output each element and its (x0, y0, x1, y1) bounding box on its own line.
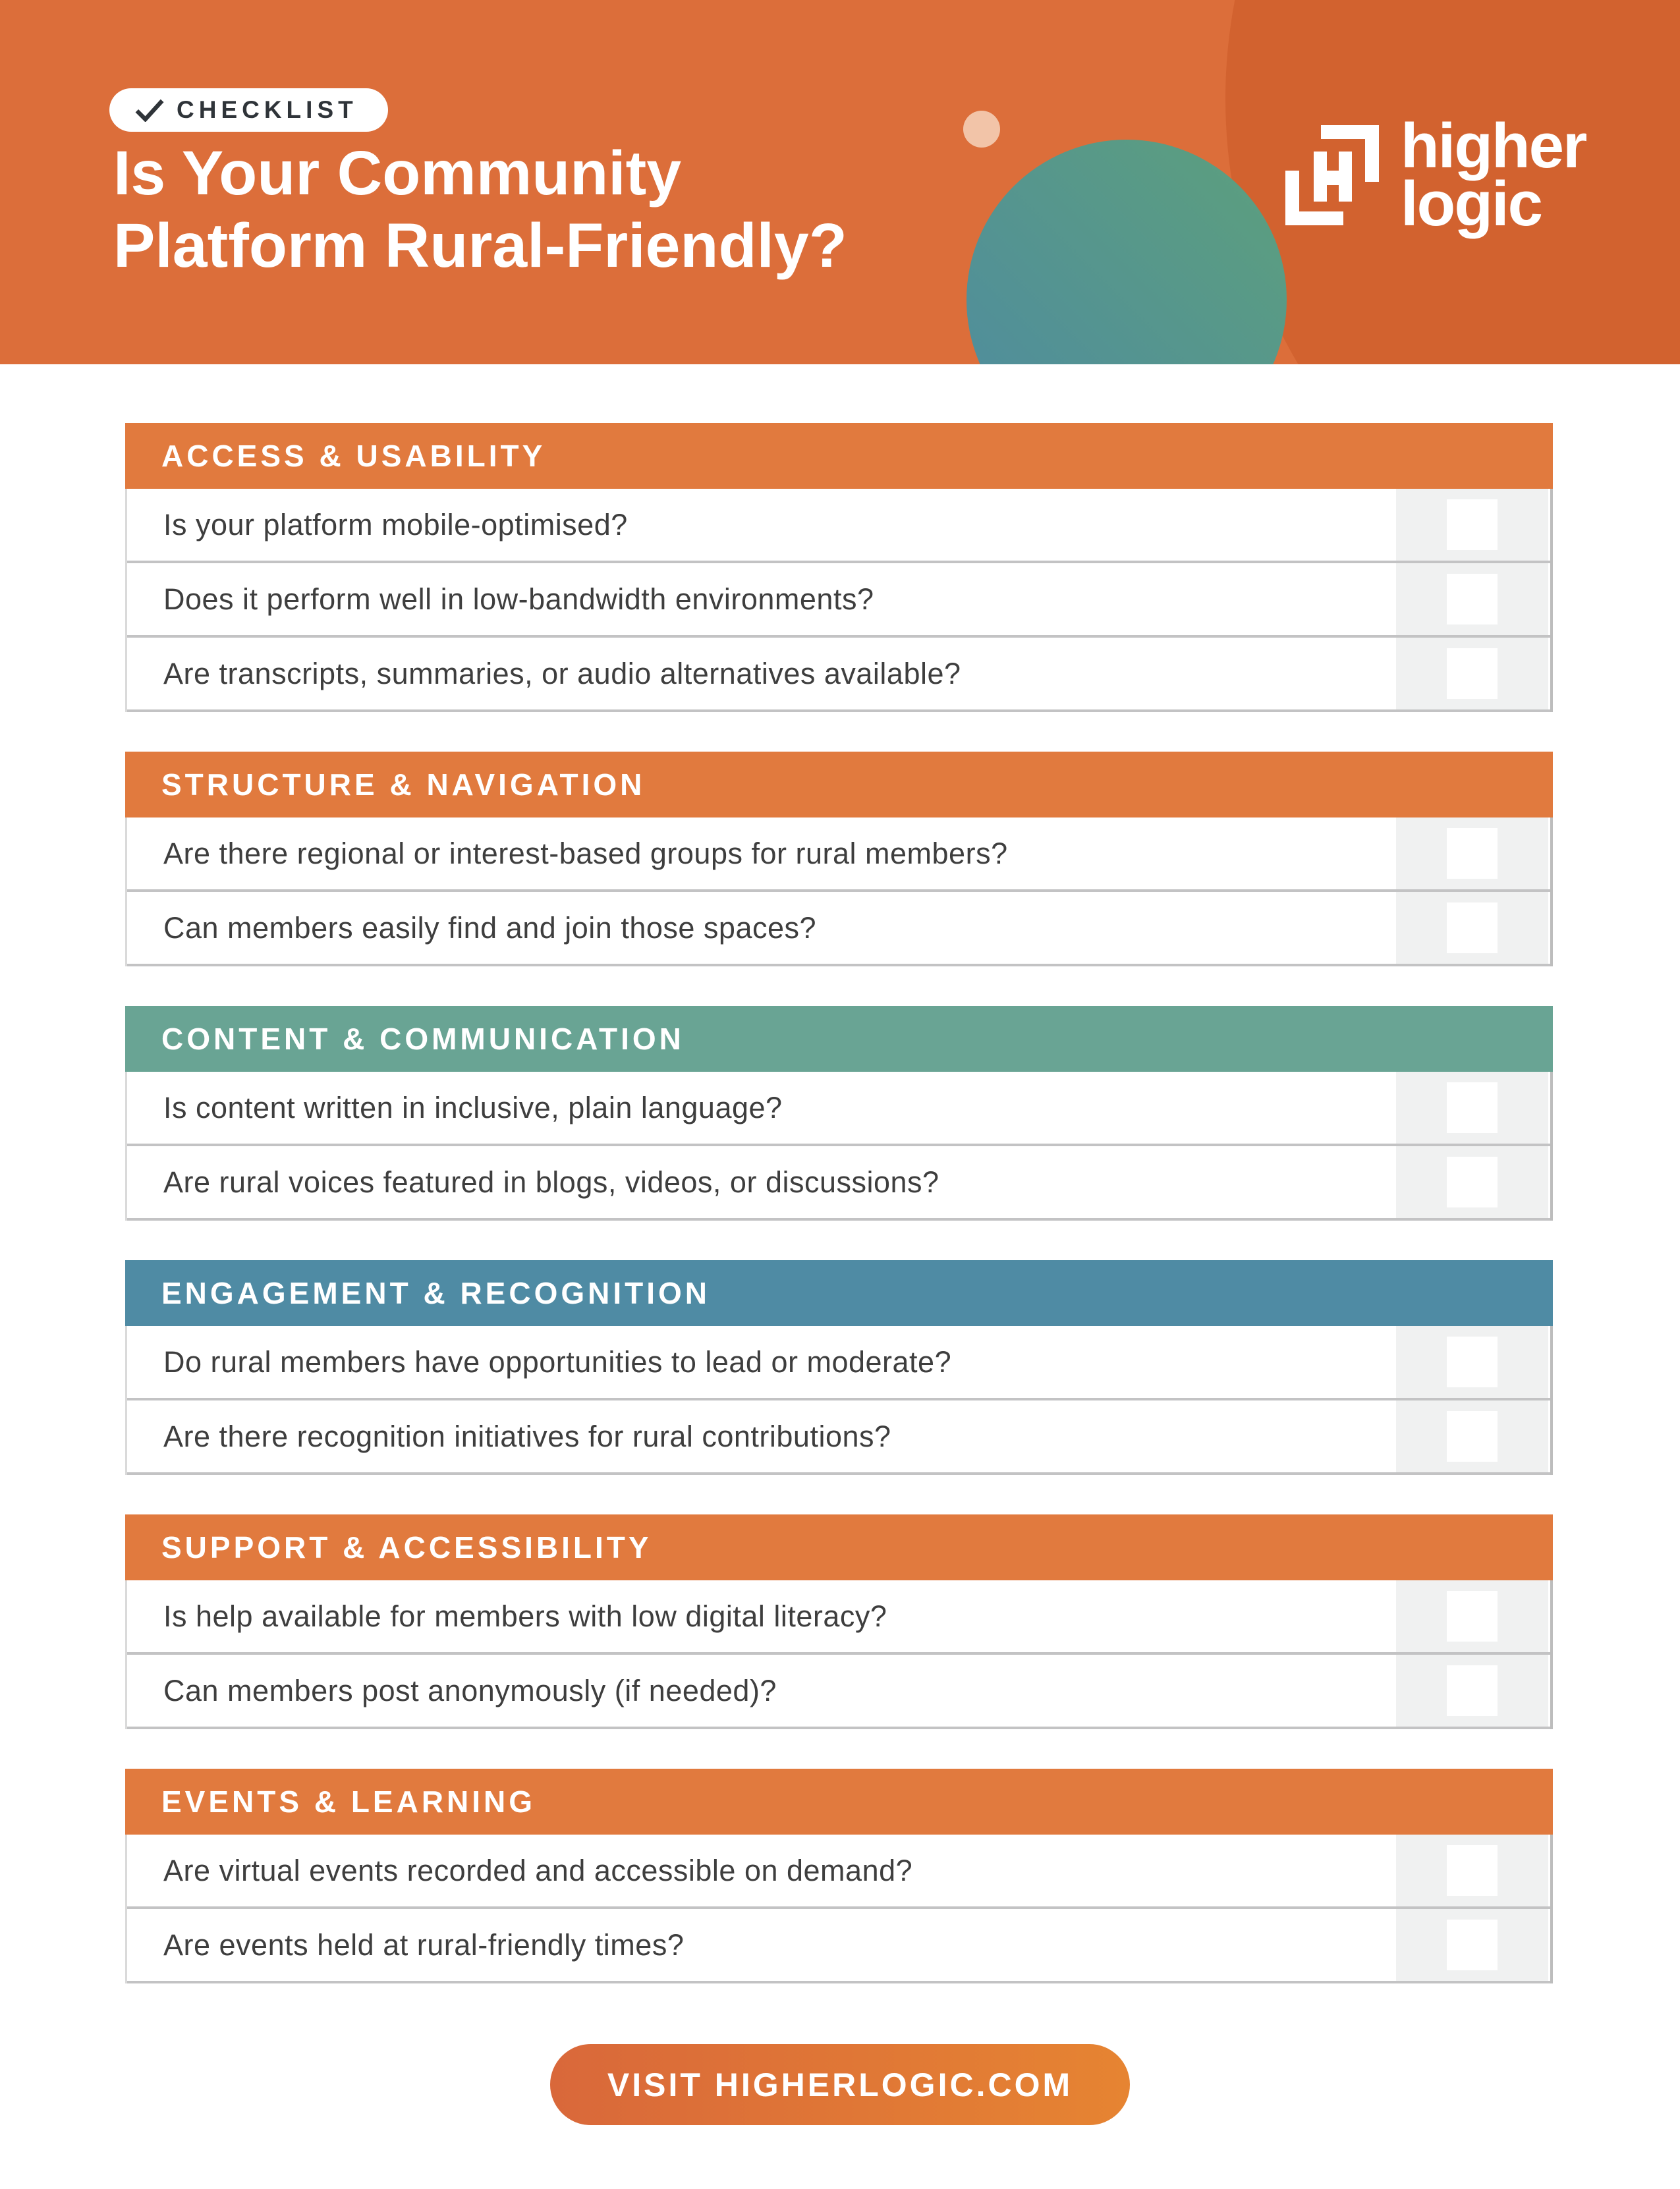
checkbox-column (1396, 1146, 1548, 1218)
row-label: Are there recognition initiatives for rural contributions? (163, 1419, 891, 1453)
page-title (113, 137, 847, 282)
checklist-row (127, 1400, 1550, 1475)
checklist-badge (109, 88, 388, 132)
row-label: Can members easily find and join those spaces? (163, 910, 817, 945)
checklist-row (127, 489, 1550, 563)
badge-label: CHECKLIST (177, 96, 358, 123)
visit-higherlogic-button[interactable] (550, 2044, 1130, 2125)
row-label: Are events held at rural-friendly times? (163, 1927, 685, 1962)
row-label: Are rural voices featured in blogs, videos, or discussions? (163, 1165, 939, 1199)
checkbox-column (1396, 1655, 1548, 1727)
checkbox[interactable] (1447, 1337, 1498, 1387)
checkbox[interactable] (1447, 1411, 1498, 1462)
page-title-line-2: Platform Rural-Friendly? (113, 211, 847, 281)
row-label: Are there regional or interest-based groups for rural members? (163, 836, 1008, 870)
checkbox-column (1396, 1400, 1548, 1472)
checkbox-column (1396, 892, 1548, 964)
check-icon (134, 98, 165, 122)
checkbox[interactable] (1447, 828, 1498, 879)
checkbox[interactable] (1447, 1665, 1498, 1716)
row-label: Are transcripts, summaries, or audio alternatives available? (163, 656, 961, 690)
decorative-circle-peach (963, 111, 1000, 148)
checkbox[interactable] (1447, 902, 1498, 953)
checklist-section (125, 1514, 1553, 1729)
checklist-section (125, 752, 1553, 966)
checkbox-column (1396, 1326, 1548, 1398)
checklist-row (127, 563, 1550, 638)
section-rows (125, 1835, 1553, 1983)
row-label: Does it perform well in low-bandwidth environments? (163, 582, 874, 616)
section-rows (125, 1580, 1553, 1729)
section-header (125, 1769, 1553, 1835)
checklist-section (125, 1006, 1553, 1221)
logo-text (1401, 111, 1586, 240)
row-label: Is help available for members with low digital literacy? (163, 1599, 887, 1633)
checkbox-column (1396, 638, 1548, 709)
checkbox[interactable] (1447, 1082, 1498, 1133)
checkbox-column (1396, 1909, 1548, 1981)
checkbox[interactable] (1447, 1591, 1498, 1642)
checklist-row (127, 1072, 1550, 1146)
section-header (125, 1006, 1553, 1072)
checkbox[interactable] (1447, 1157, 1498, 1207)
checkbox-column (1396, 1580, 1548, 1652)
checkbox[interactable] (1447, 1920, 1498, 1970)
higher-logic-logo (1285, 111, 1586, 240)
section-title: EVENTS & LEARNING (161, 1785, 536, 1819)
checkbox-column (1396, 489, 1548, 561)
checklist-section (125, 423, 1553, 712)
checklist-row (127, 638, 1550, 712)
section-title: ACCESS & USABILITY (161, 439, 546, 473)
checklist-row (127, 892, 1550, 966)
section-header (125, 1514, 1553, 1580)
section-header (125, 752, 1553, 817)
checkbox[interactable] (1447, 499, 1498, 550)
page-title-line-1: Is Your Community (113, 138, 682, 208)
visit-button-label: VISIT HIGHERLOGIC.COM (607, 2066, 1073, 2103)
checkbox-column (1396, 563, 1548, 635)
checklist-row (127, 1146, 1550, 1221)
logo-text-line-1: higher (1401, 111, 1586, 181)
checklist-row (127, 1835, 1550, 1909)
checkbox-column (1396, 1072, 1548, 1144)
checklist-sections (125, 423, 1553, 2023)
checklist-section (125, 1769, 1553, 1983)
section-title: ENGAGEMENT & RECOGNITION (161, 1276, 711, 1310)
section-rows (125, 489, 1553, 712)
row-label: Is your platform mobile-optimised? (163, 507, 628, 541)
section-title: STRUCTURE & NAVIGATION (161, 767, 646, 802)
logo-text-line-2: logic (1401, 169, 1542, 240)
section-rows (125, 817, 1553, 966)
checkbox-column (1396, 1835, 1548, 1906)
row-label: Is content written in inclusive, plain language? (163, 1090, 783, 1124)
section-title: CONTENT & COMMUNICATION (161, 1022, 685, 1056)
section-rows (125, 1072, 1553, 1221)
checklist-row (127, 1580, 1550, 1655)
checklist-row (127, 1909, 1550, 1983)
row-label: Are virtual events recorded and accessible on demand? (163, 1853, 913, 1887)
checklist-section (125, 1260, 1553, 1475)
section-header (125, 1260, 1553, 1326)
header-banner (0, 0, 1680, 364)
higher-logic-mark-icon (1285, 125, 1379, 225)
checklist-row (127, 817, 1550, 892)
checkbox-column (1396, 817, 1548, 889)
row-label: Can members post anonymously (if needed)? (163, 1673, 777, 1707)
section-title: SUPPORT & ACCESSIBILITY (161, 1530, 652, 1565)
checkbox[interactable] (1447, 648, 1498, 699)
checkbox[interactable] (1447, 574, 1498, 624)
section-header (125, 423, 1553, 489)
row-label: Do rural members have opportunities to lead or moderate? (163, 1344, 952, 1379)
section-rows (125, 1326, 1553, 1475)
checklist-row (127, 1326, 1550, 1400)
checklist-row (127, 1655, 1550, 1729)
checkbox[interactable] (1447, 1845, 1498, 1896)
